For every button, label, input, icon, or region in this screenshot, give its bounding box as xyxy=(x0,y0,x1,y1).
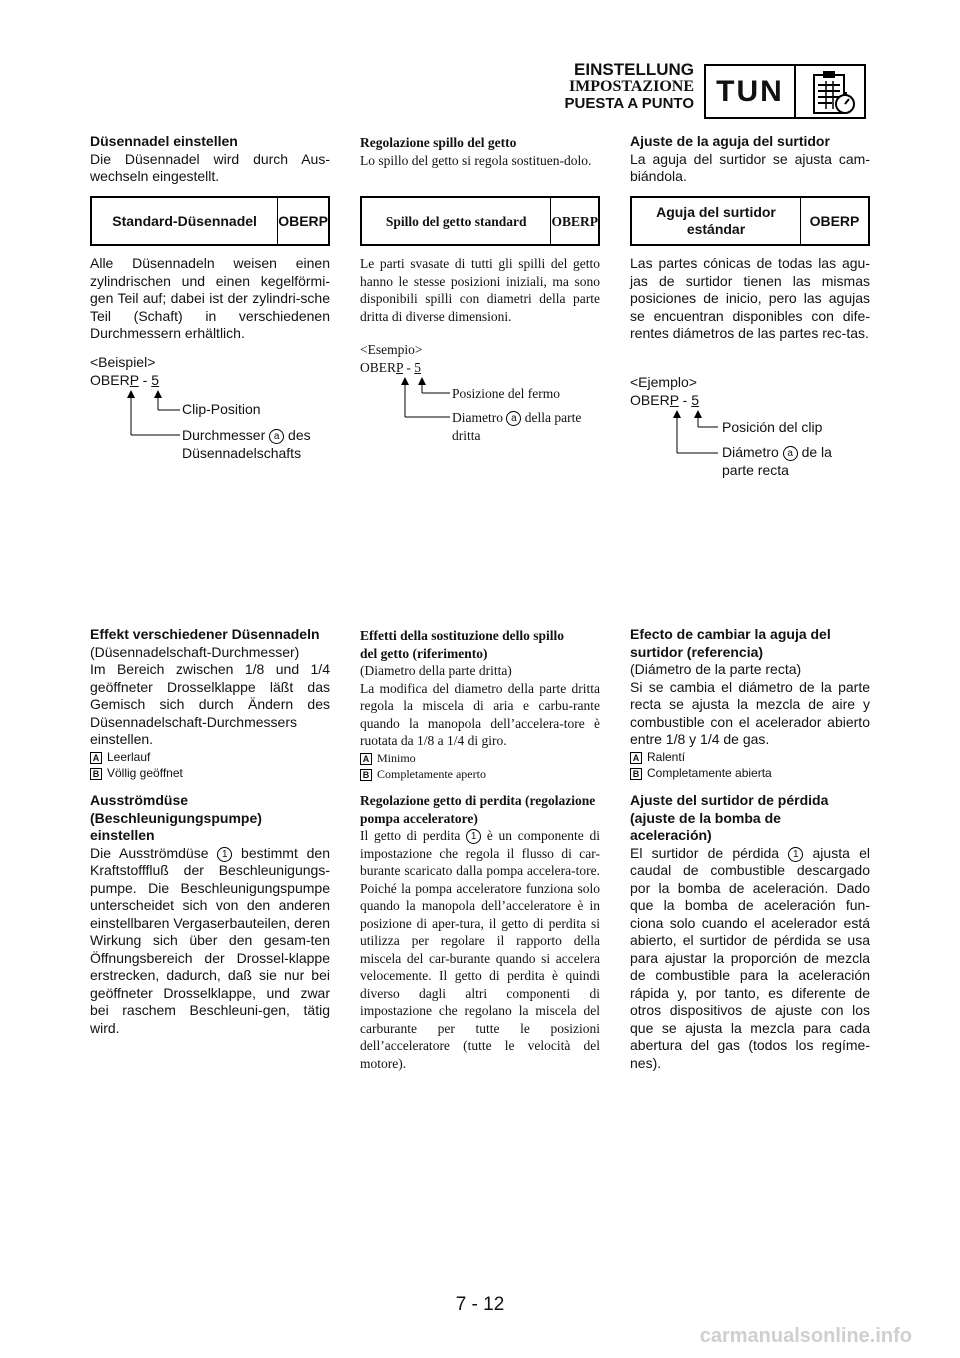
es-effect-body: Si se cambia el diámetro de la parte recta se ajusta la mezcla de aire y combustible con el acelerador abierto entre 1/8 y 1/4 de gas. xyxy=(630,678,870,747)
de-effect-section xyxy=(90,626,330,781)
it-needle-section xyxy=(360,134,600,169)
it-spec-value: OBERP xyxy=(551,213,598,229)
es-diam-label: Diámetro a de la parte recta xyxy=(722,444,832,478)
clipboard-stopwatch-icon xyxy=(802,68,864,116)
de-effect-sub: (Düsennadelschaft-Durchmesser) xyxy=(90,643,300,660)
es-spec-table xyxy=(630,196,870,246)
it-needle-desc: Le parti svasate di tutti gli spilli del getto hanno le stesse posizioni iniziali, ma sono disponibili spilli con diametri della parte dritta di diverse dimensioni. xyxy=(360,256,600,324)
es-needle-desc-block xyxy=(630,255,870,343)
de-needle-body: Die Düsennadel wird durch Aus-wechseln eingestellt. xyxy=(90,150,330,184)
section-code: TUN xyxy=(716,75,784,108)
es-spec-value: OBERP xyxy=(809,212,860,229)
it-example-code: OBERP - 5 xyxy=(360,360,422,375)
de-needle-desc-block xyxy=(90,255,330,343)
es-needle-heading: Ajuste de la aguja del surtidor xyxy=(630,133,830,149)
es-effect-heading: Efecto de cambiar la aguja del surtidor (referencia) xyxy=(630,626,831,660)
es-example-label: <Ejemplo> xyxy=(630,374,697,390)
de-diagram-arrows xyxy=(90,390,190,460)
it-leak-heading: Regolazione getto di perdita (regolazione pompa acceleratore) xyxy=(360,793,596,826)
it-needle-body: Lo spillo del getto si regola sostituen-dolo. xyxy=(360,152,592,168)
de-needle-desc: Alle Düsennadeln weisen einen zylindrischen und einen kegelförmi-gen Teil auf; dabei ist der zylindri-sche Teil (Schaft) in verschiedenen Durchmessern erhältlich. xyxy=(90,255,330,341)
es-diagram-arrows xyxy=(630,410,730,480)
header-title-it: IMPOSTAZIONE xyxy=(568,78,694,95)
section-badge-divider xyxy=(794,66,796,117)
es-spec-label: Aguja del surtidor estándar xyxy=(632,198,801,244)
it-needle-diagram xyxy=(360,341,600,451)
es-clip-label: Posición del clip xyxy=(722,419,823,435)
it-effect-heading: Effetti della sostituzione dello spillo del getto (riferimento) xyxy=(360,628,564,661)
es-needle-body: La aguja del surtidor se ajusta cam-biándola. xyxy=(630,150,870,184)
de-clip-label: Clip-Position xyxy=(182,401,261,417)
it-effect-sub: (Diametro della parte dritta) xyxy=(360,663,512,678)
de-key-b: B Völlig geöffnet xyxy=(90,765,330,781)
page-number: 7 - 12 xyxy=(455,1294,505,1315)
de-needle-section xyxy=(90,133,330,186)
es-effect-section xyxy=(630,626,870,781)
es-leak-body: El surtidor de pérdida 1 ajusta el caudal de combustible descargado por la bomba de aceleración. Dado que la bomba de aceleración fun-ciona solo cuando el acelerador está abierto, el surtidor de pérdida se usa para ajustar la proporción de mezcla de combustible para la aceleración rápida y, por tanto, es diferente de otros dispositivos de ajuste con los que se ajusta la mezcla para cada abertura del gas (todos los regíme-nes). xyxy=(630,844,870,1071)
de-spec-label: Standard-Düsennadel xyxy=(92,198,278,244)
de-leak-section xyxy=(90,792,330,1037)
it-needle-desc-block xyxy=(360,255,600,325)
de-effect-body: Im Bereich zwischen 1/8 und 1/4 geöffneter Drosselklappe läßt das Gemisch sich durch Ändern des Düsennadelschaft-Durchmessers einstellen. xyxy=(90,661,330,747)
it-leak-section xyxy=(360,792,600,1072)
section-badge xyxy=(704,64,866,119)
de-example-label: <Beispiel> xyxy=(90,354,156,370)
it-diagram-arrows xyxy=(360,377,460,447)
it-key-a: A Minimo xyxy=(360,750,600,766)
de-diam-label: Durchmesser a des Düsennadelschafts xyxy=(182,427,311,461)
it-leak-body: Il getto di perdita 1 è un componente di impostazione che regola il flusso di car-burante scaricato dalla pompa accelera-tore. Poiché la pompa acceleratore funziona solo quando la manopola dell’acceleratore è in posizione di aper-tura, il getto di perdita si utilizza per regolare il rapporto della miscela del car-burante quando si accelera velocemente. Il getto di perdita è quindi diverso dagli altri componenti di impostazione che regolano la miscela del carburante per tutte le posizioni dell’acceleratore (tutte le velocità del motore). xyxy=(360,828,600,1071)
it-spec-table xyxy=(360,196,600,246)
de-spec-value: OBERP xyxy=(278,212,328,229)
it-key-b: B Completamente aperto xyxy=(360,766,600,782)
de-effect-heading: Effekt verschiedener Düsennadeln xyxy=(90,626,320,642)
it-clip-label: Posizione del fermo xyxy=(452,386,560,401)
de-needle-heading: Düsennadel einstellen xyxy=(90,133,238,149)
es-effect-sub: (Diámetro de la parte recta) xyxy=(630,661,802,677)
it-spec-label: Spillo del getto standard xyxy=(362,198,551,244)
es-needle-desc: Las partes cónicas de todas las agu-jas de surtidor tienen las mismas posiciones de inicio, pero las agujas se encuentran disponibles con dife-rentes diámetros de las partes rec-tas. xyxy=(630,255,870,341)
de-spec-table xyxy=(90,196,330,246)
de-key-a: A Leerlauf xyxy=(90,749,330,765)
es-key-b: B Completamente abierta xyxy=(630,765,870,781)
de-leak-heading: Ausströmdüse (Beschleunigungspumpe) einstellen xyxy=(90,792,262,843)
it-example-label: <Esempio> xyxy=(360,342,423,357)
it-effect-body: La modifica del diametro della parte dritta regola la miscela di aria e carbu-rante quando la manopola dell’accelera-tore è ruotata da 1/8 a 1/4 di giro. xyxy=(360,680,600,748)
it-needle-heading: Regolazione spillo del getto xyxy=(360,135,517,150)
de-leak-body: Die Ausströmdüse 1 bestimmt den Kraftstofffluß der Beschleunigungs-pumpe. Die Beschleunigungspumpe unterscheidet sich von den anderen einstellbaren Vergaserbauteilen, deren Wirkung sich über den gesam-ten Öffnungsbereich der Drossel-klappe erstrecken, dadurch, daß sie nur bei geöffneter Drosselklappe, und zwar bei raschem Beschleuni-gen, tätig wird. xyxy=(90,844,330,1036)
es-example-code: OBERP - 5 xyxy=(630,392,700,408)
es-leak-heading: Ajuste del surtidor de pérdida (ajuste de la bomba de aceleración) xyxy=(630,792,829,843)
es-leak-section xyxy=(630,792,870,1072)
header-title-es: PUESTA A PUNTO xyxy=(564,95,694,112)
it-effect-section xyxy=(360,627,600,782)
watermark: carmanualsonline.info xyxy=(699,1325,912,1347)
de-example-code: OBERP - 5 xyxy=(90,372,160,388)
it-diam-label: Diametro a della parte dritta xyxy=(452,410,582,443)
es-needle-section xyxy=(630,133,870,186)
es-key-a: A Ralentí xyxy=(630,749,870,765)
de-needle-diagram xyxy=(90,354,330,464)
es-needle-diagram xyxy=(630,374,870,484)
header-title-de: EINSTELLUNG xyxy=(574,60,694,79)
